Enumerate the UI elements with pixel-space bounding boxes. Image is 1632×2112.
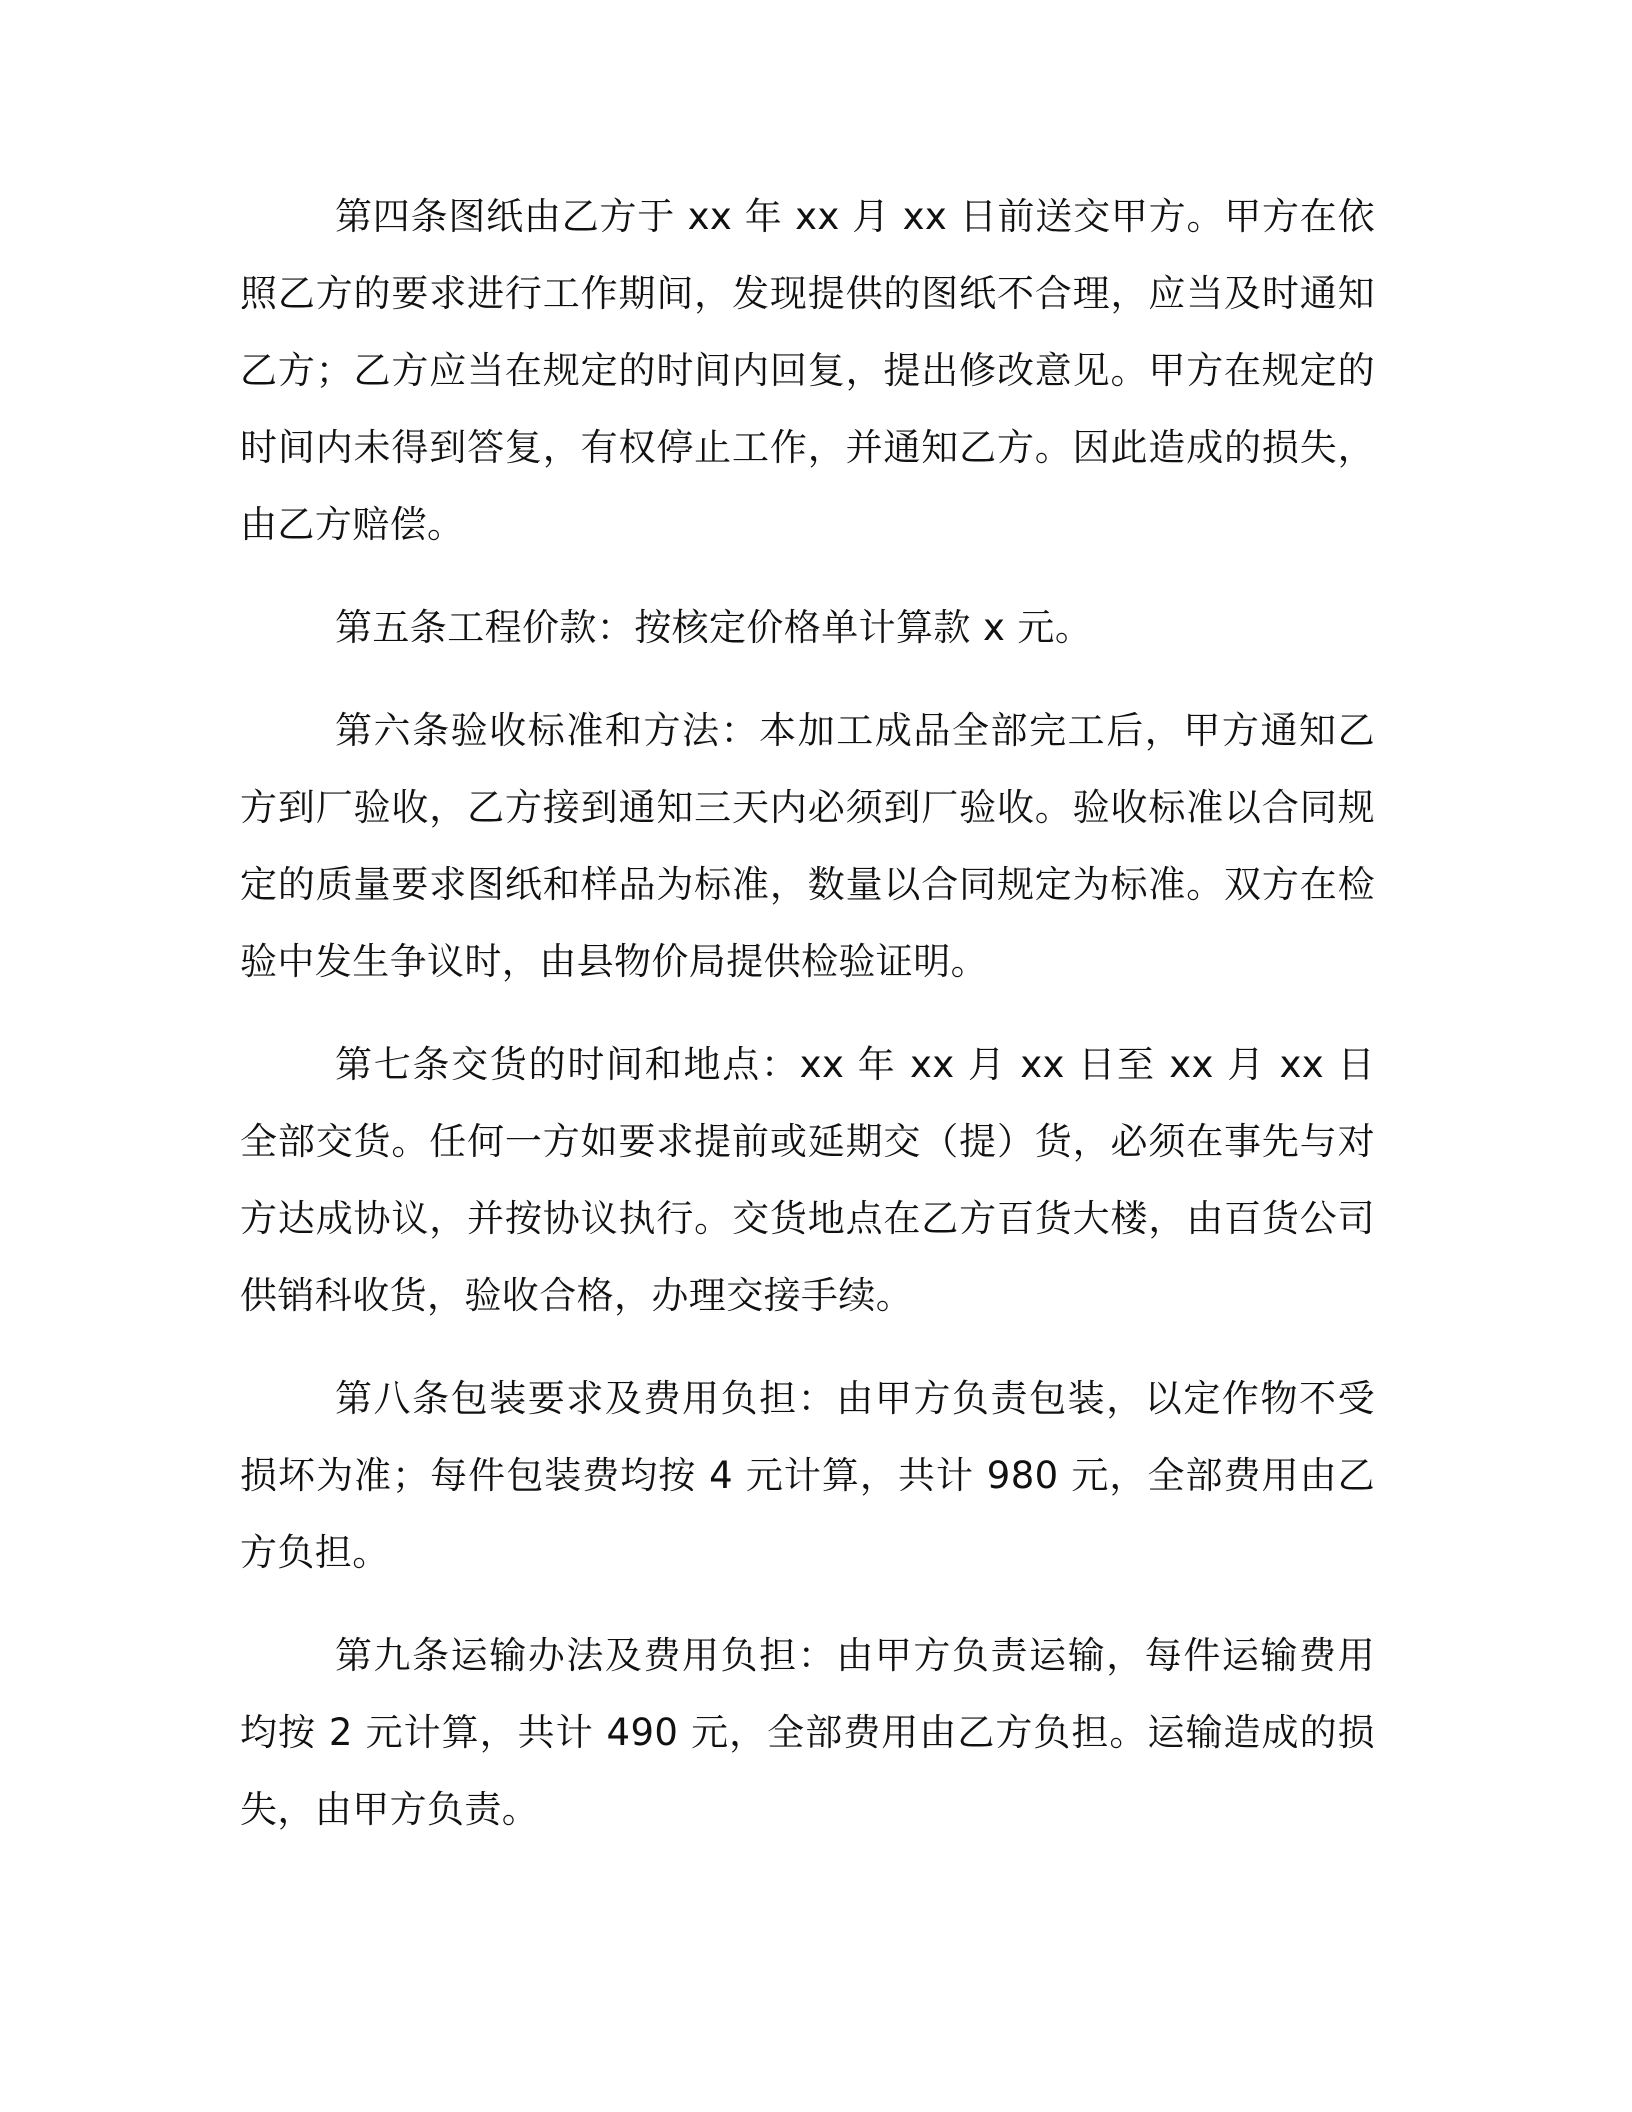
paragraph-article-8: 第八条包装要求及费用负担：由甲方负责包装，以定作物不受损坏为准；每件包装费均按 4 元计算，共计 980 元，全部费用由乙方负担。 [240,1377,1375,1574]
paragraph-article-6: 第六条验收标准和方法：本加工成品全部完工后，甲方通知乙方到厂验收，乙方接到通知三天内必须到厂验收。验收标准以合同规定的质量要求图纸和样品为标准，数量以合同规定为标准。双方在检验中发生争议时，由县物价局提供检验证明。 [240,709,1375,983]
paragraph-article-4: 第四条图纸由乙方于 xx 年 xx 月 xx 日前送交甲方。甲方在依照乙方的要求进行工作期间，发现提供的图纸不合理，应当及时通知乙方；乙方应当在规定的时间内回复，提出修改意见。甲方在规定的时间内未得到答复，有权停止工作，并通知乙方。因此造成的损失，由乙方赔偿。 [240,195,1375,546]
paragraph-article-9: 第九条运输办法及费用负担：由甲方负责运输，每件运输费用均按 2 元计算，共计 490 元，全部费用由乙方负担。运输造成的损失，由甲方负责。 [240,1634,1375,1831]
paragraph-article-5: 第五条工程价款：按核定价格单计算款 x 元。 [335,606,1093,649]
paragraph-article-7: 第七条交货的时间和地点：xx 年 xx 月 xx 日至 xx 月 xx 日全部交货。任何一方如要求提前或延期交（提）货，必须在事先与对方达成协议，并按协议执行。交货地点在乙方百货大楼，由百货公司供销科收货，验收合格，办理交接手续。 [240,1043,1375,1317]
document-body [240,178,1375,1874]
